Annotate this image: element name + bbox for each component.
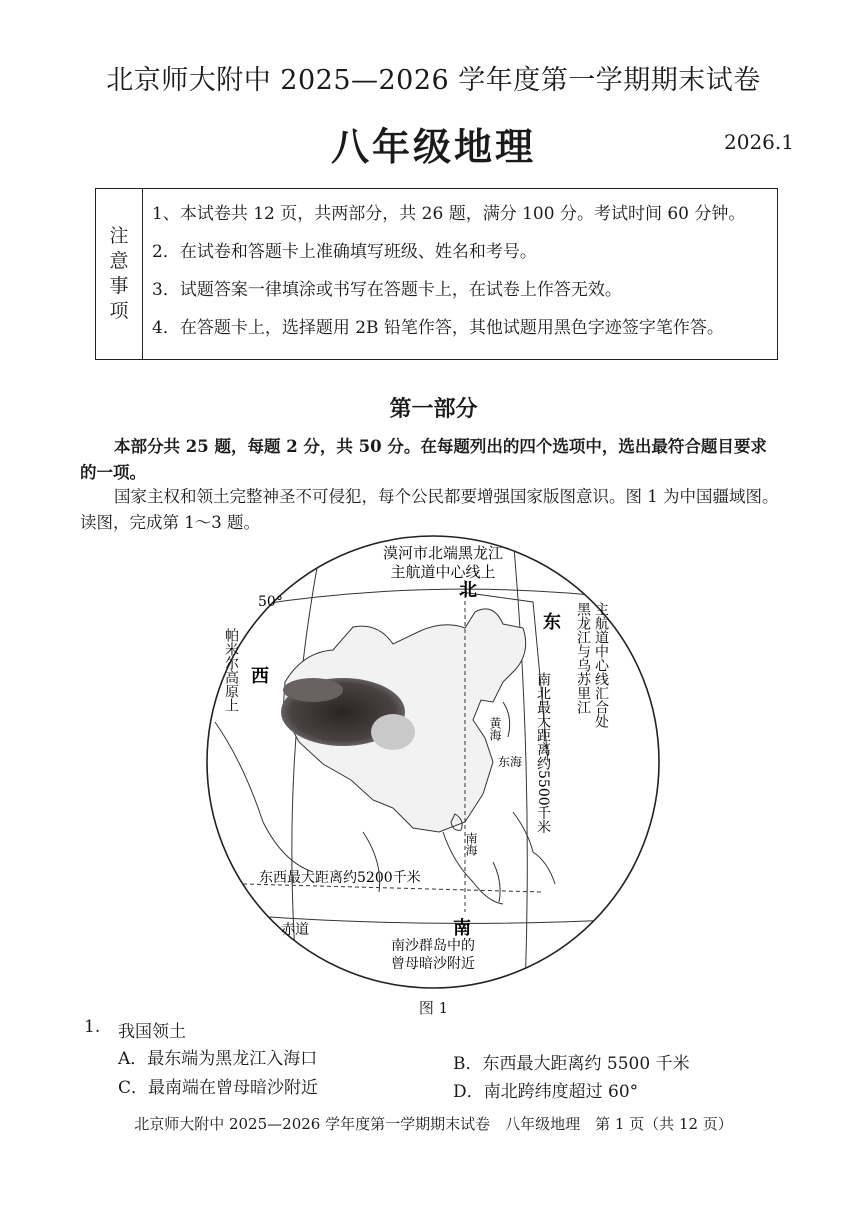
east-point-label: 黑龙江与乌苏里江 (575, 602, 591, 714)
notice-item: 1、本试卷共 12 页，共两部分，共 26 题，满分 100 分。考试时间 60 分钟。 (152, 204, 746, 224)
notice-label-char: 意 (109, 250, 129, 272)
south-point-label: 南沙群岛中的 (391, 938, 475, 954)
exam-title: 北京师大附中 2025—2026 学年度第一学期期末试卷 (106, 65, 761, 96)
option-d[interactable]: D．南北跨纬度超过 60° (453, 1082, 639, 1102)
west-label: 西 (251, 666, 269, 687)
lat50-label: 50° (258, 594, 283, 610)
option-b[interactable]: B．东西最大距离约 5500 千米 (453, 1054, 690, 1074)
basin-shading (371, 714, 415, 750)
notice-box (95, 188, 778, 360)
notice-label (96, 189, 143, 359)
notice-list (152, 201, 771, 353)
north-label: 北 (459, 580, 477, 601)
south-sea-label: 南海 (464, 832, 478, 856)
notice-item: 4．在答题卡上，选择题用 2B 铅笔作答，其他试题用黑色字迹签字笔作答。 (152, 318, 724, 338)
east-sea-label: 东海 (498, 755, 523, 769)
north-point-label: 主航道中心线上 (390, 563, 496, 581)
question-number: 1. (84, 1017, 101, 1037)
south-point-label: 曾母暗沙附近 (391, 956, 475, 972)
equator-label: 赤道 (281, 922, 309, 938)
notice-item: 3．试题答案一律填涂或书写在答题卡上，在试卷上作答无效。 (152, 280, 622, 300)
north-point-label: 漠河市北端黑龙江 (382, 544, 504, 562)
east-label: 东 (543, 612, 561, 633)
page-footer: 北京师大附中 2025—2026 学年度第一学期期末试卷 八年级地理 第 1 页（共 12 页） (134, 1115, 733, 1133)
ew-distance-label: 东西最大距离约5200千米 (259, 870, 421, 886)
notice-label-char: 注 (109, 225, 129, 247)
section-title: 第一部分 (389, 396, 478, 422)
section-instructions: 本部分共 25 题，每题 2 分，共 50 分。在每题列出的四个选项中，选出最符合题目要求的一项。 (80, 437, 767, 482)
south-label: 南 (453, 918, 471, 939)
pamir-label: 帕米尔高原上 (223, 628, 239, 712)
east-point-label: 主航道中心线汇合处 (593, 602, 609, 728)
china-territory-map (203, 532, 663, 992)
exam-date: 2026.1 (724, 130, 794, 154)
notice-item: 2．在试卷和答题卡上准确填写班级、姓名和考号。 (152, 242, 537, 262)
question-intro: 国家主权和领土完整神圣不可侵犯，每个公民都要增强国家版图意识。图 1 为中国疆域图。读图，完成第 1～3 题。 (80, 487, 779, 532)
notice-label-char: 项 (109, 300, 129, 322)
subject-title: 八年级地理 (330, 124, 536, 169)
yellow-sea-label: 黄海 (488, 717, 502, 741)
plateau-shading (283, 678, 343, 702)
figure-caption: 图 1 (418, 999, 449, 1017)
notice-label-char: 事 (109, 275, 129, 297)
ns-distance-label: 南北最大距离约5500千米 (535, 672, 551, 834)
option-a[interactable]: A．最东端为黑龙江入海口 (118, 1049, 318, 1069)
question-stem: 我国领土 (118, 1022, 186, 1042)
option-c[interactable]: C．最南端在曾母暗沙附近 (118, 1078, 319, 1098)
